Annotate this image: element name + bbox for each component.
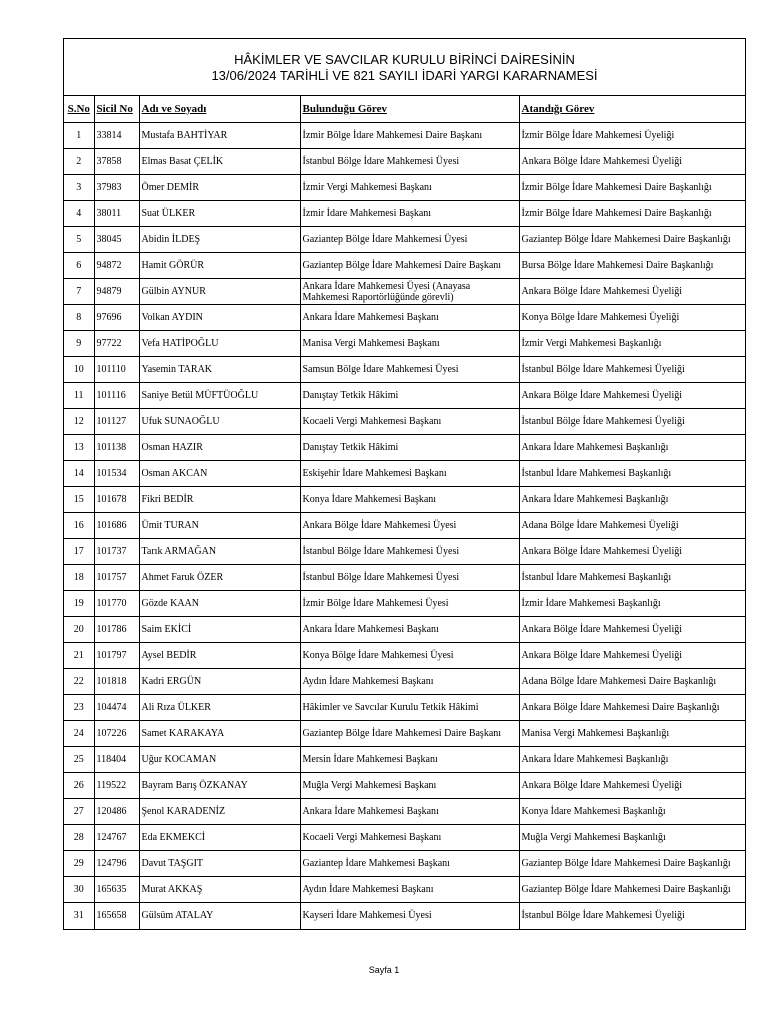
cell-sicil: 101797 [94,643,139,669]
table-row [64,851,745,877]
cell-name: Osman HAZIR [139,435,300,461]
cell-current-duty: Kocaeli Vergi Mahkemesi Başkanı [300,825,519,851]
cell-name: Ümit TURAN [139,513,300,539]
cell-name: Kadri ERGÜN [139,669,300,695]
table-row [64,773,745,799]
cell-name: Gülsüm ATALAY [139,903,300,929]
cell-assigned-duty: Ankara İdare Mahkemesi Başkanlığı [519,435,745,461]
cell-assigned-duty: Ankara Bölge İdare Mahkemesi Daire Başkanlığı [519,695,745,721]
decree-table-frame [63,38,746,930]
table-body [64,123,745,929]
cell-assigned-duty: İstanbul Bölge İdare Mahkemesi Üyeliği [519,409,745,435]
cell-no: 15 [64,487,94,513]
cell-no: 29 [64,851,94,877]
cell-current-duty: İstanbul Bölge İdare Mahkemesi Üyesi [300,539,519,565]
cell-sicil: 165658 [94,903,139,929]
header-no: S.No [64,96,94,123]
cell-assigned-duty: İzmir Vergi Mahkemesi Başkanlığı [519,331,745,357]
cell-sicil: 101770 [94,591,139,617]
cell-no: 6 [64,253,94,279]
cell-name: Abidin İLDEŞ [139,227,300,253]
cell-assigned-duty: Konya İdare Mahkemesi Başkanlığı [519,799,745,825]
cell-assigned-duty: Ankara İdare Mahkemesi Başkanlığı [519,487,745,513]
cell-assigned-duty: Ankara Bölge İdare Mahkemesi Üyeliği [519,617,745,643]
cell-sicil: 101686 [94,513,139,539]
cell-no: 21 [64,643,94,669]
cell-current-duty: Manisa Vergi Mahkemesi Başkanı [300,331,519,357]
cell-current-duty: Gaziantep Bölge İdare Mahkemesi Daire Başkanı [300,253,519,279]
cell-name: Uğur KOCAMAN [139,747,300,773]
cell-no: 28 [64,825,94,851]
cell-sicil: 124767 [94,825,139,851]
cell-sicil: 165635 [94,877,139,903]
cell-sicil: 38011 [94,201,139,227]
cell-current-duty: Konya İdare Mahkemesi Başkanı [300,487,519,513]
cell-no: 5 [64,227,94,253]
cell-sicil: 37983 [94,175,139,201]
cell-assigned-duty: İstanbul Bölge İdare Mahkemesi Üyeliği [519,903,745,929]
cell-sicil: 97696 [94,305,139,331]
cell-current-duty: Samsun Bölge İdare Mahkemesi Üyesi [300,357,519,383]
header-current-duty: Bulunduğu Görev [300,96,519,123]
cell-sicil: 107226 [94,721,139,747]
cell-current-duty: Gaziantep Bölge İdare Mahkemesi Daire Başkanı [300,721,519,747]
cell-assigned-duty: Ankara İdare Mahkemesi Başkanlığı [519,747,745,773]
cell-no: 26 [64,773,94,799]
cell-assigned-duty: Ankara Bölge İdare Mahkemesi Üyeliği [519,539,745,565]
page-number: Sayfa 1 [368,965,400,975]
cell-no: 16 [64,513,94,539]
cell-current-duty: İzmir İdare Mahkemesi Başkanı [300,201,519,227]
cell-name: Vefa HATİPOĞLU [139,331,300,357]
table-row [64,175,745,201]
cell-assigned-duty: Gaziantep Bölge İdare Mahkemesi Daire Başkanlığı [519,877,745,903]
cell-assigned-duty: Konya Bölge İdare Mahkemesi Üyeliği [519,305,745,331]
cell-no: 30 [64,877,94,903]
cell-name: Şenol KARADENİZ [139,799,300,825]
cell-current-duty: Ankara İdare Mahkemesi Başkanı [300,305,519,331]
cell-current-duty: Aydın İdare Mahkemesi Başkanı [300,877,519,903]
table-row [64,799,745,825]
cell-sicil: 97722 [94,331,139,357]
cell-no: 27 [64,799,94,825]
cell-name: Gözde KAAN [139,591,300,617]
cell-no: 25 [64,747,94,773]
cell-name: Elmas Basat ÇELİK [139,149,300,175]
cell-name: Ahmet Faruk ÖZER [139,565,300,591]
cell-sicil: 101116 [94,383,139,409]
cell-name: Davut TAŞGIT [139,851,300,877]
cell-current-duty: Aydın İdare Mahkemesi Başkanı [300,669,519,695]
cell-name: Fikri BEDİR [139,487,300,513]
cell-no: 3 [64,175,94,201]
cell-sicil: 101127 [94,409,139,435]
cell-sicil: 37858 [94,149,139,175]
cell-current-duty: Konya Bölge İdare Mahkemesi Üyesi [300,643,519,669]
table-row [64,877,745,903]
cell-name: Murat AKKAŞ [139,877,300,903]
cell-assigned-duty: Adana Bölge İdare Mahkemesi Daire Başkanlığı [519,669,745,695]
table-row [64,383,745,409]
table-row [64,227,745,253]
cell-name: Saniye Betül MÜFTÜOĞLU [139,383,300,409]
table-row [64,617,745,643]
cell-no: 23 [64,695,94,721]
cell-no: 10 [64,357,94,383]
cell-no: 13 [64,435,94,461]
cell-sicil: 101737 [94,539,139,565]
table-row [64,149,745,175]
cell-current-duty: Ankara Bölge İdare Mahkemesi Üyesi [300,513,519,539]
cell-sicil: 101534 [94,461,139,487]
table-row [64,539,745,565]
cell-name: Bayram Barış ÖZKANAY [139,773,300,799]
cell-sicil: 124796 [94,851,139,877]
cell-current-duty: Ankara İdare Mahkemesi Başkanı [300,617,519,643]
table-row [64,409,745,435]
cell-assigned-duty: Gaziantep Bölge İdare Mahkemesi Daire Başkanlığı [519,227,745,253]
cell-assigned-duty: İzmir Bölge İdare Mahkemesi Daire Başkanlığı [519,201,745,227]
table-header-row [64,96,745,123]
cell-no: 20 [64,617,94,643]
cell-no: 17 [64,539,94,565]
cell-no: 11 [64,383,94,409]
cell-name: Samet KARAKAYA [139,721,300,747]
cell-current-duty: Muğla Vergi Mahkemesi Başkanı [300,773,519,799]
cell-current-duty: İzmir Bölge İdare Mahkemesi Daire Başkanı [300,123,519,149]
title-line-1: HÂKİMLER VE SAVCILAR KURULU BİRİNCİ DAİRESİNİN [234,52,575,67]
cell-no: 19 [64,591,94,617]
cell-assigned-duty: Adana Bölge İdare Mahkemesi Üyeliği [519,513,745,539]
cell-no: 22 [64,669,94,695]
cell-name: Ufuk SUNAOĞLU [139,409,300,435]
cell-current-duty: İstanbul Bölge İdare Mahkemesi Üyesi [300,565,519,591]
cell-no: 12 [64,409,94,435]
cell-current-duty: Ankara İdare Mahkemesi Başkanı [300,799,519,825]
cell-assigned-duty: İzmir İdare Mahkemesi Başkanlığı [519,591,745,617]
cell-assigned-duty: İstanbul İdare Mahkemesi Başkanlığı [519,565,745,591]
cell-current-duty: Mersin İdare Mahkemesi Başkanı [300,747,519,773]
cell-name: Ömer DEMİR [139,175,300,201]
cell-current-duty: Hâkimler ve Savcılar Kurulu Tetkik Hâkimi [300,695,519,721]
cell-name: Gülbin AYNUR [139,279,300,305]
cell-current-duty: Kocaeli Vergi Mahkemesi Başkanı [300,409,519,435]
table-row [64,279,745,305]
table-row [64,513,745,539]
table-row [64,591,745,617]
cell-current-duty: Kayseri İdare Mahkemesi Üyesi [300,903,519,929]
table-row [64,435,745,461]
cell-no: 14 [64,461,94,487]
table-row [64,747,745,773]
cell-sicil: 119522 [94,773,139,799]
cell-assigned-duty: İzmir Bölge İdare Mahkemesi Üyeliği [519,123,745,149]
cell-name: Mustafa BAHTİYAR [139,123,300,149]
table-row [64,565,745,591]
table-row [64,461,745,487]
cell-current-duty: İzmir Bölge İdare Mahkemesi Üyesi [300,591,519,617]
cell-no: 7 [64,279,94,305]
cell-no: 8 [64,305,94,331]
cell-no: 9 [64,331,94,357]
table-row [64,669,745,695]
table-row [64,357,745,383]
table-row [64,903,745,929]
cell-current-duty: Ankara İdare Mahkemesi Üyesi (Anayasa Mahkemesi Raportörlüğünde görevli) [300,279,519,305]
cell-sicil: 120486 [94,799,139,825]
cell-name: Tarık ARMAĞAN [139,539,300,565]
header-assigned-duty: Atandığı Görev [519,96,745,123]
cell-current-duty: İstanbul Bölge İdare Mahkemesi Üyesi [300,149,519,175]
cell-sicil: 101678 [94,487,139,513]
cell-name: Yasemin TARAK [139,357,300,383]
cell-assigned-duty: Bursa Bölge İdare Mahkemesi Daire Başkanlığı [519,253,745,279]
cell-sicil: 94872 [94,253,139,279]
table-row [64,253,745,279]
cell-name: Ali Rıza ÜLKER [139,695,300,721]
cell-assigned-duty: Ankara Bölge İdare Mahkemesi Üyeliği [519,149,745,175]
cell-no: 18 [64,565,94,591]
cell-assigned-duty: İstanbul İdare Mahkemesi Başkanlığı [519,461,745,487]
cell-assigned-duty: Ankara Bölge İdare Mahkemesi Üyeliği [519,773,745,799]
cell-no: 1 [64,123,94,149]
table-row [64,695,745,721]
table-row [64,487,745,513]
cell-no: 31 [64,903,94,929]
cell-sicil: 38045 [94,227,139,253]
cell-assigned-duty: Ankara Bölge İdare Mahkemesi Üyeliği [519,383,745,409]
table-row [64,201,745,227]
cell-sicil: 101757 [94,565,139,591]
cell-sicil: 101818 [94,669,139,695]
cell-assigned-duty: Manisa Vergi Mahkemesi Başkanlığı [519,721,745,747]
cell-sicil: 33814 [94,123,139,149]
cell-current-duty: Eskişehir İdare Mahkemesi Başkanı [300,461,519,487]
header-name: Adı ve Soyadı [139,96,300,123]
cell-current-duty: İzmir Vergi Mahkemesi Başkanı [300,175,519,201]
cell-name: Hamit GÖRÜR [139,253,300,279]
cell-name: Volkan AYDIN [139,305,300,331]
cell-name: Saim EKİCİ [139,617,300,643]
cell-current-duty: Danıştay Tetkik Hâkimi [300,383,519,409]
cell-assigned-duty: Muğla Vergi Mahkemesi Başkanlığı [519,825,745,851]
cell-no: 2 [64,149,94,175]
cell-sicil: 101786 [94,617,139,643]
cell-name: Suat ÜLKER [139,201,300,227]
cell-no: 4 [64,201,94,227]
cell-assigned-duty: Gaziantep Bölge İdare Mahkemesi Daire Başkanlığı [519,851,745,877]
table-row [64,305,745,331]
cell-sicil: 104474 [94,695,139,721]
cell-name: Eda EKMEKCİ [139,825,300,851]
appointments-table [64,96,745,929]
cell-sicil: 101138 [94,435,139,461]
cell-assigned-duty: İzmir Bölge İdare Mahkemesi Daire Başkanlığı [519,175,745,201]
table-row [64,123,745,149]
table-row [64,825,745,851]
cell-current-duty: Gaziantep İdare Mahkemesi Başkanı [300,851,519,877]
table-row [64,721,745,747]
cell-no: 24 [64,721,94,747]
cell-sicil: 118404 [94,747,139,773]
cell-sicil: 101110 [94,357,139,383]
document-title [64,39,745,96]
title-line-2: 13/06/2024 TARİHLİ VE 821 SAYILI İDARİ YARGI KARARNAMESİ [211,68,598,83]
cell-name: Aysel BEDİR [139,643,300,669]
cell-assigned-duty: İstanbul Bölge İdare Mahkemesi Üyeliği [519,357,745,383]
cell-current-duty: Gaziantep Bölge İdare Mahkemesi Üyesi [300,227,519,253]
cell-assigned-duty: Ankara Bölge İdare Mahkemesi Üyeliği [519,643,745,669]
cell-assigned-duty: Ankara Bölge İdare Mahkemesi Üyeliği [519,279,745,305]
table-row [64,331,745,357]
cell-sicil: 94879 [94,279,139,305]
header-sicil: Sicil No [94,96,139,123]
table-row [64,643,745,669]
cell-current-duty: Danıştay Tetkik Hâkimi [300,435,519,461]
cell-name: Osman AKCAN [139,461,300,487]
